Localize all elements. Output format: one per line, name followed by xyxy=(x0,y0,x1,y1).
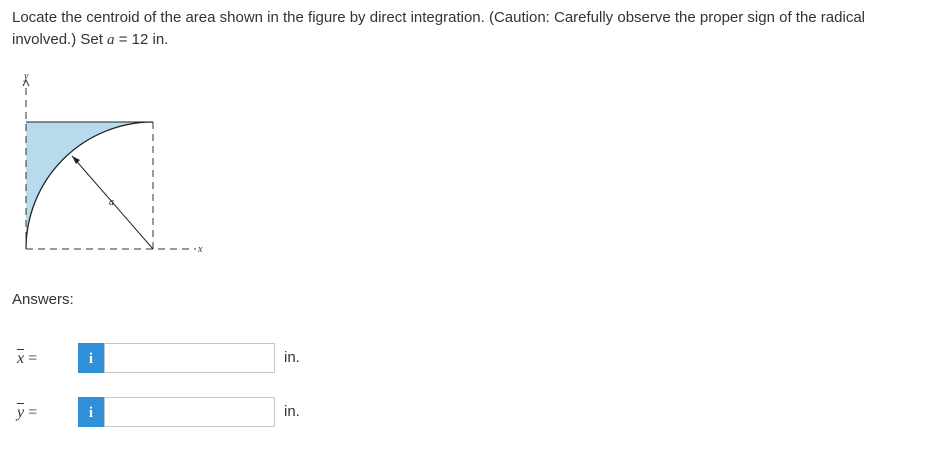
info-icon[interactable]: i xyxy=(78,343,104,373)
figure-diagram xyxy=(10,68,210,253)
equals-sign: = xyxy=(28,350,38,367)
equals-sign: = xyxy=(28,404,38,421)
info-icon[interactable]: i xyxy=(78,397,104,427)
question-text-part-1: Locate the centroid of the area shown in the figure by direct integration. (Caution: Carefully observe the proper sign of the radical involved.) Set xyxy=(12,9,865,48)
x-bar-label xyxy=(17,350,37,368)
x-bar-input[interactable] xyxy=(104,343,275,373)
y-axis-label: y xyxy=(24,71,29,82)
shaded-area xyxy=(26,122,153,249)
answer-row-x-bar xyxy=(12,343,312,375)
centroid-figure xyxy=(10,68,210,258)
radius-label: a xyxy=(109,197,114,208)
y-bar-unit: in. xyxy=(284,403,300,420)
x-axis-label: x xyxy=(198,244,203,253)
y-bar-symbol: $\overline{y}$ xyxy=(17,404,25,421)
x-bar-symbol: $\overline{x}$ xyxy=(17,350,25,367)
x-bar-unit: in. xyxy=(284,349,300,366)
radius-arrowhead xyxy=(72,156,80,164)
y-bar-input[interactable] xyxy=(104,397,275,427)
question-variable: a xyxy=(107,32,115,48)
question-text xyxy=(12,7,917,51)
question-text-part-2: = 12 in. xyxy=(114,31,169,48)
answer-row-y-bar xyxy=(12,397,312,429)
answers-heading: Answers: xyxy=(12,291,74,308)
y-bar-label xyxy=(17,404,37,422)
